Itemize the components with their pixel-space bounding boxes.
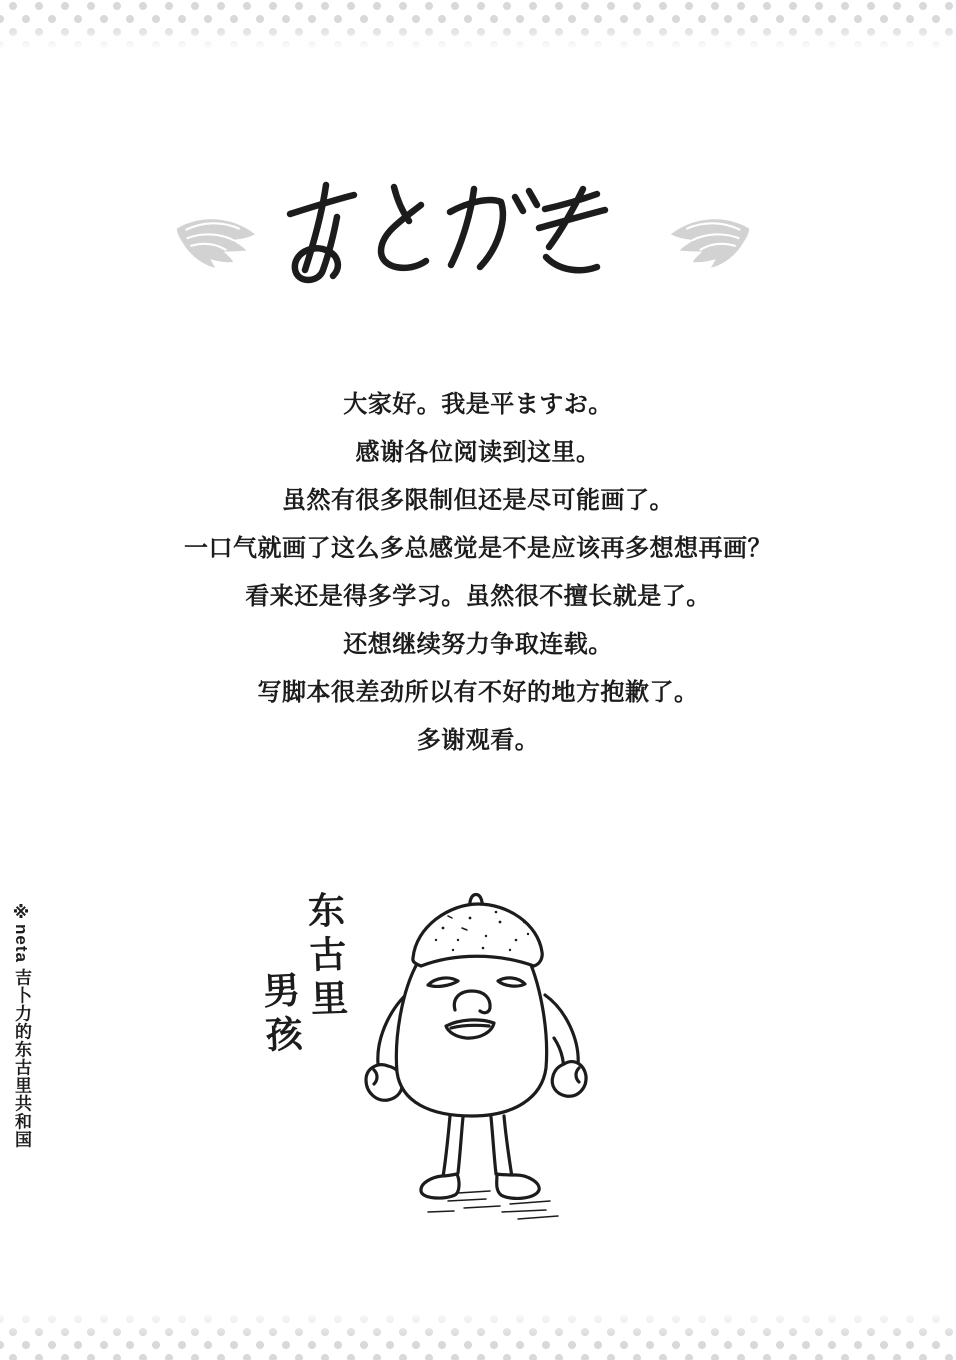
afterword-line: 一口气就画了这么多总感觉是不是应该再多想想再画？: [184, 535, 772, 562]
afterword-line: 虽然有很多限制但还是尽可能画了。: [282, 487, 674, 514]
character-caption-column-left: 男孩: [256, 969, 303, 1060]
wing-icon: [668, 212, 752, 270]
atogaki-handwriting-drawing: [278, 180, 618, 288]
translator-note: ※neta 吉卜力的东古里共和国: [12, 903, 31, 1149]
dot-pattern-top: [0, 0, 956, 50]
dot-pattern-bottom: [0, 1310, 956, 1360]
wing-icon: [174, 212, 258, 270]
afterword-line: 写脚本很差劲所以有不好的地方抱歉了。: [257, 679, 699, 706]
acorn-boy-drawing: [358, 878, 608, 1228]
afterword-line: 多谢观看。: [416, 727, 540, 754]
afterword-line: 看来还是得多学习。虽然很不擅长就是了。: [245, 583, 711, 610]
afterword-text-block: [0, 381, 956, 765]
afterword-line: 还想继续努力争取连载。: [343, 631, 613, 658]
afterword-line: 感谢各位阅读到这里。: [355, 439, 601, 466]
afterword-line: 大家好。我是平ますお。: [343, 391, 613, 418]
character-caption-column-right: 东古里: [301, 890, 348, 1024]
